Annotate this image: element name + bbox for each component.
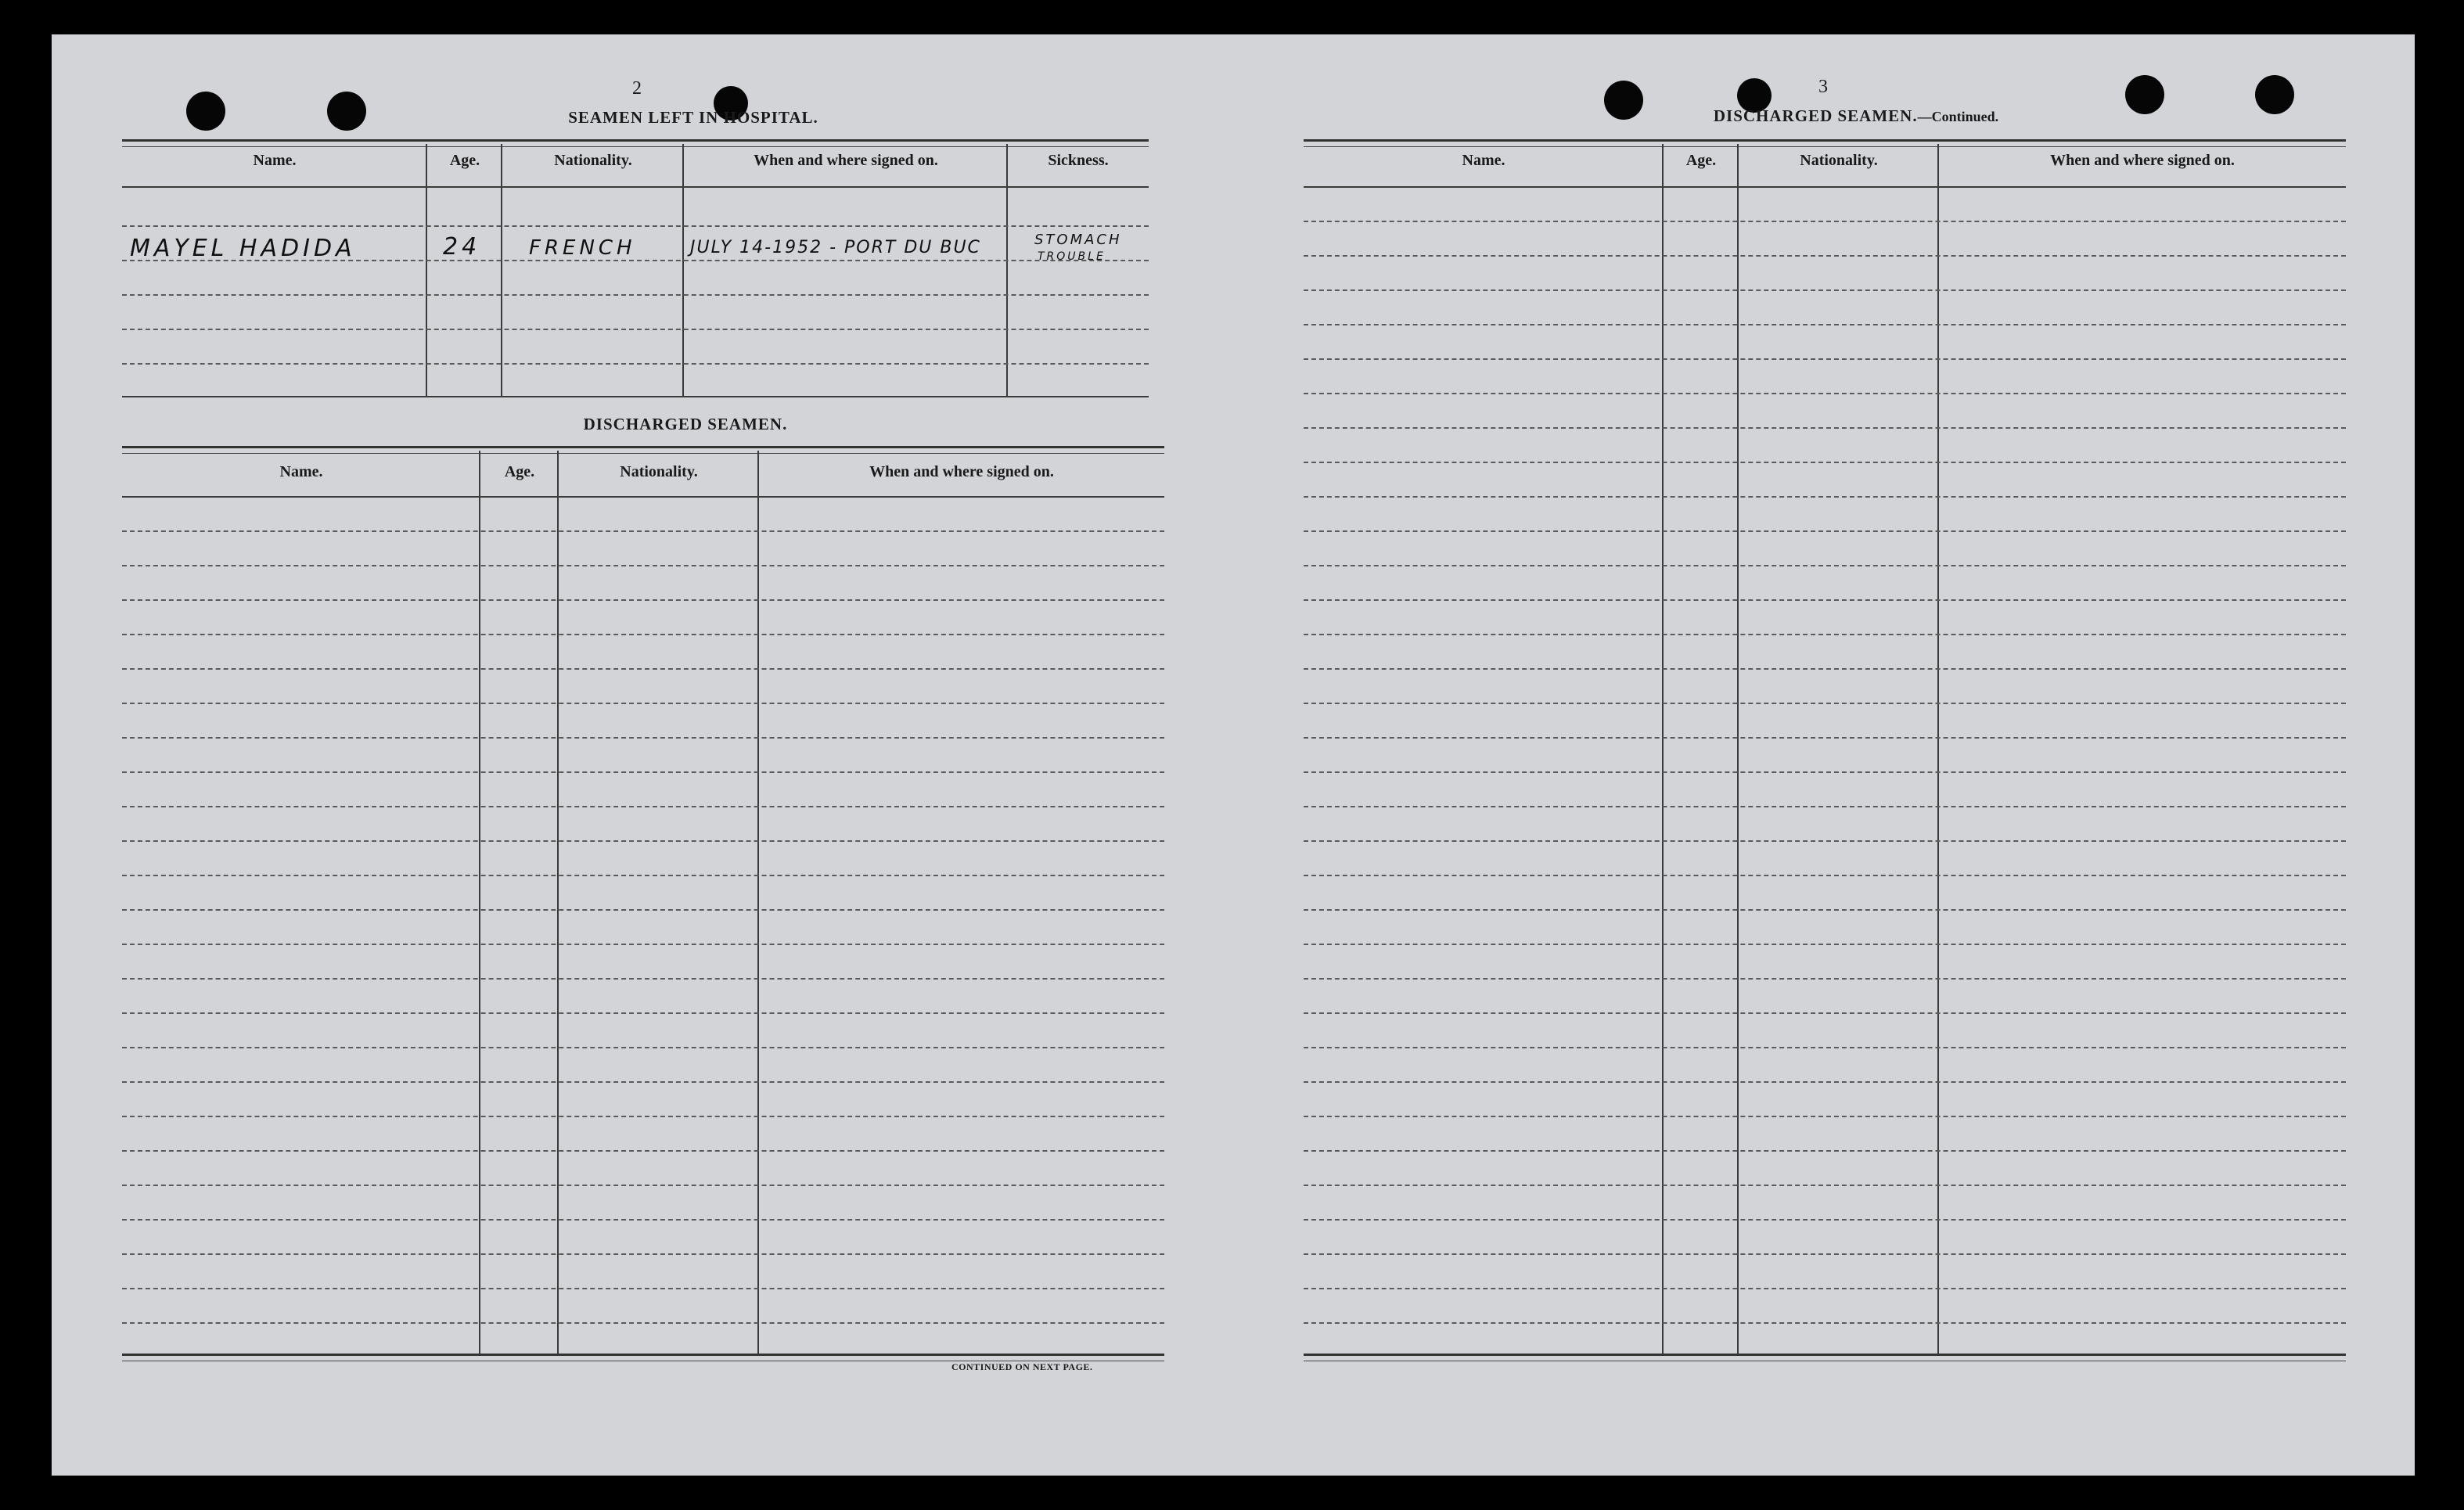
right-page-heading xyxy=(1653,106,2059,126)
entry-age: 24 xyxy=(443,233,481,261)
col-header-nationality: Nationality. xyxy=(1800,152,1878,169)
col-header-name: Name. xyxy=(1462,152,1505,169)
punch-hole xyxy=(2255,75,2294,114)
right-heading-suffix: —Continued. xyxy=(1917,109,1999,124)
entry-nationality: FRENCH xyxy=(529,236,636,260)
col-header-signed-on: When and where signed on. xyxy=(2050,152,2235,169)
col-header-nationality: Nationality. xyxy=(620,463,698,480)
col-header-age: Age. xyxy=(1685,152,1717,169)
entry-sickness-line2: TROUBLE xyxy=(1038,250,1106,263)
col-header-signed-on: When and where signed on. xyxy=(869,463,1054,480)
col-header-age: Age. xyxy=(504,463,535,480)
entry-sickness-line1: STOMACH xyxy=(1034,232,1122,248)
hospital-table xyxy=(122,139,1149,437)
col-header-nationality: Nationality. xyxy=(554,152,632,169)
punch-hole xyxy=(327,92,366,131)
left-page-number: 2 xyxy=(632,78,642,99)
discharged-table-left xyxy=(122,446,1164,1393)
punch-hole xyxy=(186,92,225,131)
discharged-table-right xyxy=(1304,139,2346,1391)
entry-signed-on: JULY 14-1952 - PORT DU BUC xyxy=(690,238,981,257)
right-heading-text: DISCHARGED SEAMEN. xyxy=(1713,106,1918,125)
col-header-name: Name. xyxy=(279,463,323,480)
punch-hole xyxy=(1604,81,1643,120)
col-header-signed-on: When and where signed on. xyxy=(754,152,938,169)
entry-name: MAYEL HADIDA xyxy=(130,235,356,262)
document-sheet xyxy=(52,34,2415,1476)
punch-hole xyxy=(2125,75,2164,114)
hospital-section-heading: SEAMEN LEFT IN HOSPITAL. xyxy=(568,108,818,127)
col-header-sickness: Sickness. xyxy=(1048,152,1109,169)
continued-note: CONTINUED ON NEXT PAGE. xyxy=(951,1361,1093,1372)
col-header-age: Age. xyxy=(449,152,480,169)
discharged-section-heading: DISCHARGED SEAMEN. xyxy=(583,415,788,433)
col-header-name: Name. xyxy=(253,152,297,169)
right-page-number: 3 xyxy=(1818,77,1828,97)
